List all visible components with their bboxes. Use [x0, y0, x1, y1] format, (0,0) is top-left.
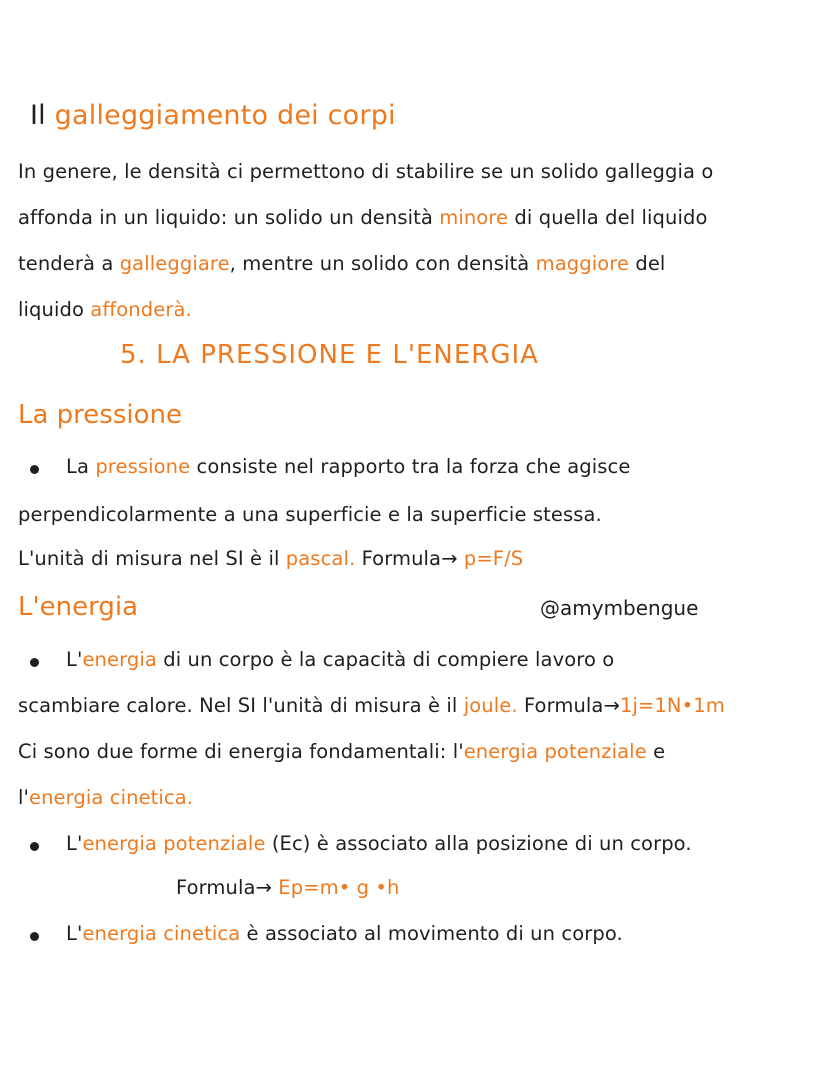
section-title: 5. LA PRESSIONE E L'ENERGIA: [120, 340, 539, 370]
paragraph-line: scambiare calore. Nel SI l'unità di misura è il joule. Formula→1j=1N•1m: [18, 694, 725, 717]
paragraph-line: liquido affonderà.: [18, 298, 192, 321]
bullet-line: L'energia potenziale (Ec) è associato alla posizione di un corpo.: [66, 832, 692, 855]
bullet-icon: [30, 658, 39, 667]
paragraph-line: perpendicolarmente a una superficie e la superficie stessa.: [18, 503, 602, 526]
page-title: Il galleggiamento dei corpi: [30, 100, 396, 131]
author-handle: @amymbengue: [540, 596, 699, 620]
paragraph-line: affonda in un liquido: un solido un densità minore di quella del liquido: [18, 206, 708, 229]
paragraph-line: l'energia cinetica.: [18, 786, 194, 809]
paragraph-line: L'unità di misura nel SI è il pascal. Formula→ p=F/S: [18, 547, 524, 570]
bullet-icon: [30, 932, 39, 941]
heading-pressione: La pressione: [18, 400, 182, 430]
paragraph-line: In genere, le densità ci permettono di stabilire se un solido galleggia o: [18, 160, 714, 183]
bullet-line: L'energia di un corpo è la capacità di compiere lavoro o: [66, 648, 615, 671]
heading-energia: L'energia: [18, 592, 138, 622]
bullet-icon: [30, 465, 39, 474]
formula-line: Formula→ Ep=m• g •h: [176, 876, 400, 899]
paragraph-line: tenderà a galleggiare, mentre un solido con densità maggiore del: [18, 252, 666, 275]
bullet-icon: [30, 842, 39, 851]
bullet-line: La pressione consiste nel rapporto tra la forza che agisce: [66, 455, 631, 478]
paragraph-line: Ci sono due forme di energia fondamentali: l'energia potenziale e: [18, 740, 666, 763]
bullet-line: L'energia cinetica è associato al movimento di un corpo.: [66, 922, 623, 945]
